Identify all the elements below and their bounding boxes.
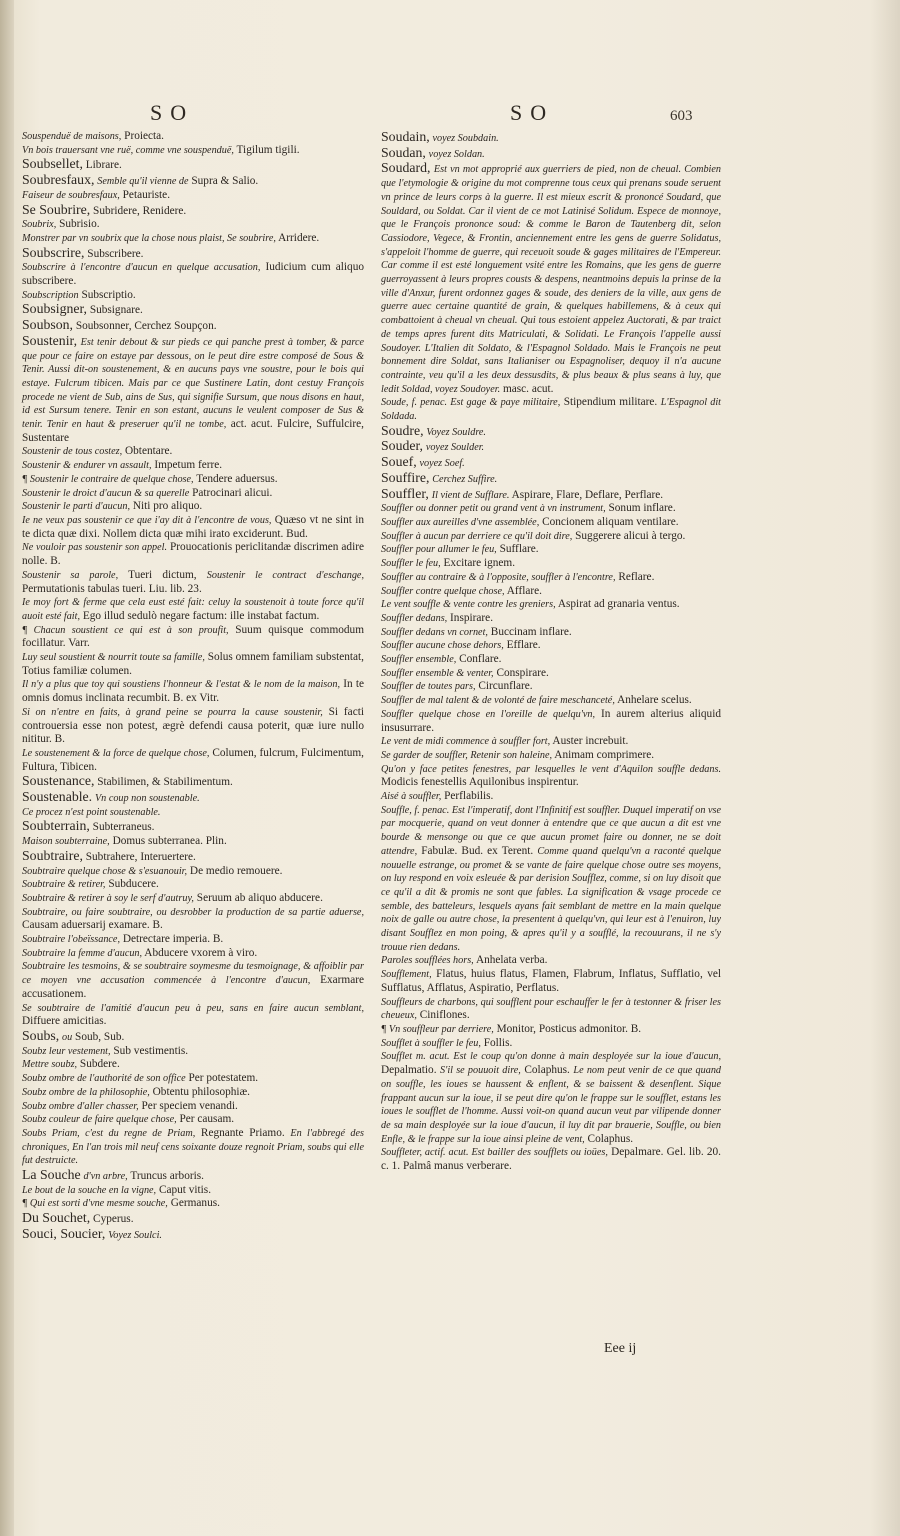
latin-text: Circunflare. xyxy=(478,680,533,693)
dictionary-entry xyxy=(22,1072,364,1086)
dictionary-entry xyxy=(381,763,721,790)
french-text: Maison soubterraine, xyxy=(22,836,110,848)
headword: Soubresfaux, xyxy=(22,172,95,188)
latin-text: Permutationis tabulas tueri. Liu. lib. 23. xyxy=(22,582,202,595)
dictionary-entry xyxy=(22,1227,364,1243)
headword: La Souche xyxy=(22,1167,81,1183)
french-text: Souffleurs de charbons, qui soufflent pour eschauffer le fer à testonner & friser les cheueux, xyxy=(381,996,721,1022)
french-text: Se soubtraire de l'amitié d'aucun peu à peu, sans en faire aucun semblant, xyxy=(22,1002,364,1014)
french-text: Souffler ensemble & venter, xyxy=(381,667,494,679)
latin-text: Si facti controuersia esse non potest, ægrè defendi causa poterit, quæ iure nullo nititur. B. xyxy=(22,705,364,746)
headword: Se Soubrire, xyxy=(22,201,91,217)
latin-text: act. acut. xyxy=(230,418,273,431)
french-text: Soubtraire la femme d'aucun, xyxy=(22,947,143,959)
headword: Souci, Soucier, xyxy=(22,1225,106,1241)
dictionary-entry xyxy=(22,1211,364,1227)
latin-text: Afflare. xyxy=(506,584,542,597)
french-text: Soustenir sa parole, xyxy=(22,569,119,581)
french-text: d'vn arbre, xyxy=(83,1171,128,1183)
french-text: Soustenir de tous costez, xyxy=(22,446,123,458)
latin-text: Sonum inflare. xyxy=(608,502,676,515)
french-text: ¶ Qui est sorti d'vne mesme souche, xyxy=(22,1198,168,1210)
latin-text: Detrectare imperia. B. xyxy=(122,933,224,946)
french-text: Se garder de souffler, Retenir son haleine, xyxy=(381,749,553,761)
running-head-right: SO xyxy=(510,100,555,125)
french-text: En l'abbregé des chroniques, En l'an trois mil neuf cens soixante douze regnoit Priam, soubs qui elle fut destruicte. xyxy=(22,1127,364,1167)
french-text: L'Espagnol dit Soldada. xyxy=(381,397,721,423)
headword: Soudan, xyxy=(381,144,426,160)
latin-text: Librare. xyxy=(85,159,122,172)
dictionary-entry xyxy=(22,261,364,288)
latin-text: Conflare. xyxy=(459,653,502,666)
french-text: Souffler au contraire & à l'opposite, souffler à l'encontre, xyxy=(381,571,616,583)
latin-text: Subridere, Renidere. xyxy=(93,204,187,217)
page-edge-shadow xyxy=(870,0,900,1536)
latin-text: masc. acut. xyxy=(502,382,554,395)
latin-text: In aurem alterius aliquid insusurrare. xyxy=(381,707,721,734)
latin-text: Causam aduersarij examare. B. xyxy=(22,919,163,932)
french-text: Qu'on y face petites fenestres, par lesquelles le vent d'Aquilon souffle dedans. xyxy=(381,763,721,775)
french-text: Souffler pour allumer le feu, xyxy=(381,544,497,556)
latin-text: Subrisio. xyxy=(59,218,100,231)
latin-text: Subsignare. xyxy=(89,304,143,317)
latin-text: Subscriptio. xyxy=(81,288,136,301)
dictionary-entry xyxy=(381,1023,721,1037)
french-text: voyez Soldan. xyxy=(428,148,485,160)
dictionary-entry xyxy=(22,747,364,774)
latin-text: Ciniflones. xyxy=(419,1009,470,1022)
french-text: Souffler quelque chose en l'oreille de quelqu'vn, xyxy=(381,708,596,720)
french-text: Soubz couleur de faire quelque chose, xyxy=(22,1114,177,1126)
dictionary-entry xyxy=(381,653,721,667)
french-text: Souspenduë de maisons, xyxy=(22,131,122,142)
latin-text: Tigilum tigili. xyxy=(236,143,300,156)
latin-text: Impetum ferre. xyxy=(154,459,223,472)
french-text: Soubs Priam, c'est du regne de Priam, xyxy=(22,1127,196,1139)
latin-text: Perflabilis. xyxy=(444,790,494,803)
latin-text: Patrocinari alicui. xyxy=(192,486,273,499)
dictionary-entry xyxy=(22,569,364,596)
latin-text: Flatus, huius flatus, Flamen, Flabrum, Inflatus, Sufflatio, vel Sufflatus, Afflatus, Aspiratio, Perflatus. xyxy=(381,968,722,994)
french-text: Souffler contre quelque chose, xyxy=(381,585,505,597)
french-text: Souffler à aucun par derriere ce qu'il doit dire, xyxy=(381,530,573,542)
latin-text: De medio remouere. xyxy=(189,864,283,877)
latin-text: Soub, Sub. xyxy=(75,1031,125,1043)
latin-text: Stipendium militare. xyxy=(563,396,658,409)
dictionary-entry xyxy=(381,1146,721,1173)
french-text: Souffle, f. penac. Est l'imperatif, dont l'Infinitif est souffler. Duquel imperatif on vse par mocquerie, quand on veut donner à entendre que ce que aucun a dit est vne bourde & mensonge ou que ce que aucun promet faire ou donner, ne se doit attendre, xyxy=(381,804,721,857)
dictionary-entry xyxy=(22,334,364,446)
dictionary-entry xyxy=(381,1037,721,1051)
dictionary-entry xyxy=(22,1184,364,1198)
dictionary-entry xyxy=(22,1029,364,1045)
latin-text: Niti pro aliquo. xyxy=(132,500,203,513)
headword: Soudard, xyxy=(381,160,431,176)
latin-text: Columen, fulcrum, Fulcimentum, Fultura, Tibicen. xyxy=(22,746,364,773)
latin-text: Ego illud sedulò negare factum: ille instabat factum. xyxy=(82,609,320,622)
headword: Soubs, xyxy=(22,1028,60,1043)
dictionary-entry xyxy=(22,1045,364,1059)
latin-text: Anhelare scelus. xyxy=(617,694,692,707)
french-text: Luy seul soustient & nourrit toute sa famille, xyxy=(22,652,205,664)
french-text: Souffler le feu, xyxy=(381,558,441,570)
dictionary-entry xyxy=(22,157,364,173)
french-text: Souffler de mal talent & de volonté de faire meschanceté, xyxy=(381,695,615,707)
dictionary-entry xyxy=(381,146,721,162)
french-text: ¶ Soustenir le contraire de quelque chose, xyxy=(22,473,194,485)
latin-text: Arridere. xyxy=(278,231,320,244)
latin-text: Diffuere amicitias. xyxy=(22,1015,107,1028)
latin-text: Fabulæ. Bud. ex Terent. xyxy=(421,844,534,857)
french-text: ¶ Vn souffleur par derriere, xyxy=(381,1024,494,1035)
dictionary-entry xyxy=(22,1002,364,1029)
latin-text: Conspirare. xyxy=(496,666,549,679)
latin-text: Colaphus. xyxy=(587,1132,634,1145)
dictionary-entry xyxy=(22,806,364,820)
dictionary-entry xyxy=(22,651,364,678)
dictionary-entry xyxy=(381,954,721,968)
french-text: Souffleter, actif. acut. Est bailler des soufflets ou ioües, xyxy=(381,1147,608,1159)
french-text: Soubtraire l'obeïssance, xyxy=(22,934,121,946)
latin-text: Solus omnem familiam substentat, Totius familiæ columen. xyxy=(22,651,365,677)
french-text: Le vent souffle & vente contre les greniers, xyxy=(381,599,556,611)
headword: Souder, xyxy=(381,438,423,454)
dictionary-entry xyxy=(22,514,364,541)
french-text: Soubtraire les tesmoins, & se soubtraire soymesme du tesmoignage, & affoiblir par ce moyen vne accusation commencée à l'encontre d'aucun, xyxy=(22,961,364,987)
latin-text: Aspirare, Flare, Deflare, Perflare. xyxy=(511,488,664,501)
french-text: Soubtraire quelque chose & s'esuanouir, xyxy=(22,865,188,877)
french-text: Est vn mot approprié aux guerriers de pied, non de cheual. Combien que l'etymologie & origine du mot comprenne tous ceux qui prenans soude seruent vn prince de leurs corps à la guerre. Il est mieux escrit & prononcé Soudard, que Souldard, ou Soldat. Car il vient de ce mot Latinisé Solidum. Espece de monnoye, que le François prononce soud: & comme le Baron de Tautenberg dit, selon Cassiodore, Vegece, & Frontin, anciennement entre les gens de guerre Solidatus, s'appeloit l'homme de guerre, qui receuoit soude & gages militaires de l'Empereur. Car comme il est esté longuement vsité entre les Romains, que les gens de guerre guerroyassent à leurs propres cousts & despens, neantmoins depuis la prinse de la ville d'Anxur, furent ordonnez gages & soude, des deniers de la ville, aux gens de guerre auec certaine quantité de grain, & quelques habillemens, & à ceux qui combattoient à cheual vn cheual. Qui tous estoient appelez Auctorati, & par traict de temps apres furent dits Matriculati, & Solidati. Le François l'appelle aussi Soudoyer. L'Italien dit Soldato, & l'Espagnol Soldado. Mais le François ne peut bonnement dire Soldat, sans Italianiser ou Espagnoliser, dequoy il n'a aucune contrainte, veu qu'il a les deux dessusdits, & plus beaux & plus seans à luy, que ledit Soldad, voyez Soudoyer. xyxy=(381,164,721,395)
french-text: Soustenir le contract d'eschange, xyxy=(206,569,365,581)
latin-text: Depalmare. Gel. lib. 20. c. 1. Palmâ manus verberare. xyxy=(381,1146,721,1173)
french-text: Vn coup non soustenable. xyxy=(94,793,200,805)
french-text: Voyez Souldre. xyxy=(426,426,486,438)
dictionary-entry xyxy=(381,439,721,455)
dictionary-entry xyxy=(381,571,721,585)
dictionary-entry xyxy=(22,819,364,835)
french-text: Soufflement, xyxy=(381,969,432,981)
french-text: Paroles soufflées hors, xyxy=(381,955,474,967)
dictionary-entry xyxy=(381,680,721,694)
dictionary-entry xyxy=(22,947,364,961)
dictionary-entry xyxy=(381,502,721,516)
dictionary-entry xyxy=(22,835,364,849)
french-text: Soubtraire & retirer, xyxy=(22,879,106,891)
latin-text: Aspirat ad granaria ventus. xyxy=(557,598,680,611)
french-text: S'il se pouuoit dire, xyxy=(440,1065,521,1077)
french-text: voyez Soef. xyxy=(419,458,465,470)
dictionary-entry xyxy=(22,445,364,459)
binding-gutter xyxy=(0,0,14,1536)
latin-text: Seruum ab aliquo abducere. xyxy=(196,891,323,904)
french-text: Semble qu'il vienne de xyxy=(97,176,189,188)
dictionary-entry xyxy=(381,130,721,146)
latin-text: Cyperus. xyxy=(93,1213,134,1226)
french-text: Le bout de la souche en la vigne, xyxy=(22,1184,157,1196)
latin-text: Sub vestimentis. xyxy=(113,1044,189,1057)
dictionary-entry xyxy=(381,790,721,804)
latin-text: Regnante Priamo. xyxy=(200,1126,285,1139)
french-text: Soubz leur vestement, xyxy=(22,1045,111,1057)
dictionary-entry xyxy=(22,500,364,514)
french-text: Souffler dedans vn cornet, xyxy=(381,626,488,638)
french-text: Ie moy fort & ferme que cela eust esté fait: celuy la soustenoit à toute force qu'il auoit esté fait, xyxy=(22,597,364,622)
french-text: Il vient de Sufflare. xyxy=(431,489,510,501)
dictionary-entry xyxy=(381,161,721,396)
signature-mark: Eee ij xyxy=(604,1341,637,1356)
latin-text: Concionem aliquam ventilare. xyxy=(542,515,679,528)
headword: Soubscrire, xyxy=(22,244,85,260)
dictionary-entry xyxy=(381,749,721,763)
french-text: voyez Soubdain. xyxy=(432,133,499,144)
french-text: Ie ne veux pas soustenir ce que i'ay dit à l'encontre de vous, xyxy=(22,514,272,526)
latin-text: Caput vitis. xyxy=(158,1183,212,1196)
dictionary-entry xyxy=(22,218,364,232)
dictionary-entry xyxy=(381,543,721,557)
headword: Soubsellet, xyxy=(22,156,83,172)
dictionary-entry xyxy=(381,1050,721,1146)
dictionary-entry xyxy=(381,598,721,612)
latin-text: Stabilimen, & Stabilimentum. xyxy=(97,776,233,789)
french-text: Soubtraire, ou faire soubtraire, ou desrobber la production de sa partie aduerse, xyxy=(22,906,364,918)
french-text: Soubscription xyxy=(22,289,79,301)
latin-text: Modicis fenestellis Aquilonibus inspirentur. xyxy=(381,776,579,789)
dictionary-entry xyxy=(22,302,364,318)
dictionary-entry xyxy=(22,1086,364,1100)
dictionary-entry xyxy=(381,557,721,571)
running-head-left: SO xyxy=(150,100,195,125)
french-text: Ce procez n'est point soustenable. xyxy=(22,806,161,818)
dictionary-entry xyxy=(22,459,364,473)
dictionary-entry xyxy=(381,487,721,503)
dictionary-entry xyxy=(22,246,364,262)
latin-text: Abducere vxorem à viro. xyxy=(144,946,258,959)
latin-text: Subducere. xyxy=(108,878,159,891)
dictionary-entry xyxy=(22,790,364,806)
french-text: Souffler ensemble, xyxy=(381,654,457,666)
dictionary-entry xyxy=(22,774,364,790)
dictionary-entry xyxy=(22,541,364,568)
dictionary-entry xyxy=(381,585,721,599)
dictionary-entry xyxy=(22,933,364,947)
dictionary-entry xyxy=(381,424,721,440)
latin-text: Subterraneus. xyxy=(92,821,155,834)
french-text: Soustenir le droict d'aucun & sa querelle xyxy=(22,487,190,499)
latin-text: Tendere aduersus. xyxy=(196,472,278,485)
latin-text: Tueri dictum, xyxy=(128,568,197,581)
french-text: Le soustenement & la force de quelque chose, xyxy=(22,747,210,759)
french-text: Soubz ombre de la philosophie, xyxy=(22,1086,150,1098)
latin-text: Subtrahere, Interuertere. xyxy=(85,850,196,863)
french-text: Soubrix, xyxy=(22,219,57,231)
french-text: Faiseur de soubresfaux, xyxy=(22,189,120,201)
dictionary-entry xyxy=(22,1127,364,1168)
dictionary-entry xyxy=(22,318,364,334)
latin-text: Follis. xyxy=(483,1036,513,1049)
latin-text: Quæso vt ne sint in te dicta quæ dixi. Nollem dicta quæ mihi irato exciderunt. Bud. xyxy=(22,513,364,540)
latin-text: Per causam. xyxy=(179,1113,235,1126)
dictionary-entry xyxy=(381,455,721,471)
latin-text: Auster increbuit. xyxy=(552,735,629,748)
headword: Du Souchet, xyxy=(22,1210,91,1226)
french-text: Soustenir & endurer vn assault, xyxy=(22,460,152,472)
french-text: ¶ Chacun soustient ce qui est à son proufit, xyxy=(22,624,229,636)
latin-text: Sufflare. xyxy=(499,543,539,556)
dictionary-entry xyxy=(381,626,721,640)
dictionary-entry xyxy=(22,232,364,246)
french-text: Vn bois trauersant vne ruë, comme vne souspenduë, xyxy=(22,144,234,156)
dictionary-entry xyxy=(381,612,721,626)
dictionary-entry xyxy=(22,865,364,879)
french-text: Souffler dedans, xyxy=(381,612,448,624)
headword: Soudre, xyxy=(381,422,424,438)
latin-text: Exarmare accusationem. xyxy=(22,974,365,1000)
headword: Souef, xyxy=(381,454,417,470)
dictionary-entry xyxy=(381,694,721,708)
dictionary-entry xyxy=(22,203,364,219)
french-text: Aisé à souffler, xyxy=(381,791,442,803)
latin-text: Soubsonner, Cerchez Soupçon. xyxy=(75,320,217,333)
dictionary-entry xyxy=(22,487,364,501)
headword: Soubson, xyxy=(22,317,73,333)
french-text: Soubz ombre de l'authorité de son office xyxy=(22,1073,186,1085)
latin-text: Petauriste. xyxy=(122,188,171,201)
latin-text: Subscribere. xyxy=(87,247,144,260)
dictionary-entry xyxy=(381,968,721,995)
french-text: Souffler ou donner petit ou grand vent à vn instrument, xyxy=(381,503,606,515)
french-text: Est tenir debout & sur pieds ce qui panche prest à tomber, & parce que pour ce faire on estaye par dessous, on le peut dire estre composé de Sous & Tenir. Aussi dit-on soustenement, & en aucuns pays vne soustre, pour le bois qui estaye. Fulcrum tibicen. Mais par ce que Sustinere Latin, dont cestuy François procede ne vient de Sub, ains de Sus, qui signifie Sursum, que nous disons en haut, id est Sursum tenere. Tenir en son estant, aucuns le veulent composer de Sus & tenir. Tenir en haut & preseruer qu'il ne tombe, xyxy=(22,336,365,431)
latin-text: Subdere. xyxy=(79,1058,120,1071)
latin-text: Monitor, Posticus admonitor. B. xyxy=(496,1023,642,1035)
latin-text: Reflare. xyxy=(618,570,655,583)
latin-text: Domus subterranea. Plin. xyxy=(112,835,227,848)
french-text: Souffler de toutes pars, xyxy=(381,681,476,693)
latin-text: Suum quisque commodum focillatur. Varr. xyxy=(22,623,364,650)
latin-text: Per potestatem. xyxy=(188,1072,259,1085)
dictionary-entry xyxy=(22,289,364,303)
headword: Souffire, xyxy=(381,469,430,485)
dictionary-entry xyxy=(22,1100,364,1114)
latin-text: In te omnis domus inclinata recumbit. B. ex Vitr. xyxy=(22,678,365,705)
headword: Soustenance, xyxy=(22,773,95,789)
dictionary-entry xyxy=(22,878,364,892)
latin-text: Depalmatio. xyxy=(381,1064,437,1077)
right-column xyxy=(381,130,721,1174)
headword: Soustenable. xyxy=(22,789,93,805)
dictionary-entry xyxy=(22,189,364,203)
latin-text: Truncus arboris. xyxy=(130,1170,204,1183)
french-text: Soubtraire & retirer à soy le serf d'autruy, xyxy=(22,892,194,904)
headword: Soubsigner, xyxy=(22,301,87,317)
dictionary-entry xyxy=(381,996,721,1023)
dictionary-entry xyxy=(22,906,364,933)
french-text: voyez Soulder. xyxy=(425,442,485,454)
dictionary-entry xyxy=(22,1168,364,1184)
dictionary-entry xyxy=(22,960,364,1001)
french-text: Si on n'entre en faits, à grand peine se pourra la cause soustenir, xyxy=(22,706,323,718)
french-text: Le vent de midi commence à souffler fort, xyxy=(381,736,551,748)
left-column xyxy=(22,130,364,1243)
french-text: Cerchez Suffire. xyxy=(432,473,498,485)
dictionary-entry xyxy=(22,144,364,158)
page-number: 603 xyxy=(670,108,693,124)
latin-text: Animam comprimere. xyxy=(554,748,655,761)
dictionary-entry xyxy=(381,667,721,681)
dictionary-entry xyxy=(381,396,721,423)
dictionary-entry xyxy=(22,678,364,705)
latin-text: Supra & Salio. xyxy=(191,175,259,188)
latin-text: Per speciem venandi. xyxy=(141,1099,238,1112)
headword: Soudain, xyxy=(381,129,430,144)
dictionary-entry xyxy=(381,735,721,749)
french-text: Comme quand quelqu'vn a raconté quelque nouuelle estrange, ou promet & se vante de faire quelque chose outre ses moyens, on luy respond en voix esleuée & par derision Soufflez, comme, si on luy disoit que ce qu'il a dit & promis ne sont que fables. La signification & vsage procede ce semble, des batteleurs, lesquels ayans fait semblant de mettre en la main quelque noix de galle ou autre chose, la presentent à quelqu'vn, qui leur est à l'enuiron, luy disant Soufflez en mon poing, & apres qu'il y a soufflé, la recouurans, il ne s'y trouue rien dedans. xyxy=(381,845,722,953)
french-text: Soubz ombre d'aller chasser, xyxy=(22,1100,139,1112)
latin-text: Obtentare. xyxy=(125,445,173,458)
dictionary-entry xyxy=(22,849,364,865)
latin-text: Inspirare. xyxy=(450,611,494,624)
headword: Soubtraire, xyxy=(22,847,83,863)
french-text: Voyez Soulci. xyxy=(108,1229,162,1241)
latin-text: Anhelata verba. xyxy=(475,954,548,967)
latin-text: Buccinam inflare. xyxy=(490,625,572,638)
dictionary-entry xyxy=(381,516,721,530)
dictionary-entry xyxy=(381,530,721,544)
french-text: Soufflet m. acut. Est le coup qu'on donne à main desployée sur la ioue d'aucun, xyxy=(381,1051,721,1063)
dictionary-entry xyxy=(381,471,721,487)
latin-text: Proiecta. xyxy=(124,130,164,142)
headword: Soubterrain, xyxy=(22,818,90,834)
dictionary-entry xyxy=(22,706,364,747)
dictionary-entry xyxy=(22,1113,364,1127)
french-text: Ne vouloir pas soustenir son appel. xyxy=(22,542,168,554)
dictionary-entry xyxy=(22,596,364,623)
french-text: Souffler aucune chose dehors, xyxy=(381,640,504,652)
dictionary-entry xyxy=(22,1197,364,1211)
latin-text: Iudicium cum aliquo subscribere. xyxy=(22,261,364,288)
french-text: Monstrer par vn soubrix que la chose nous plaist, Se soubrire, xyxy=(22,232,276,244)
french-text: Soufflet à souffler le feu, xyxy=(381,1037,481,1049)
dictionary-entry xyxy=(22,173,364,189)
dictionary-entry xyxy=(381,639,721,653)
french-text: Mettre soubz, xyxy=(22,1059,78,1071)
latin-text: Obtentu philosophiæ. xyxy=(152,1085,250,1098)
latin-text: Excitare ignem. xyxy=(443,557,516,570)
dictionary-entry xyxy=(22,130,364,144)
french-text: Soude, f. penac. Est gage & paye militaire, xyxy=(381,397,561,409)
dictionary-entry xyxy=(22,473,364,487)
dictionary-entry xyxy=(381,804,721,955)
dictionary-entry xyxy=(22,624,364,651)
latin-text: Fulcire, Suffulcire, Sustentare xyxy=(22,418,364,444)
latin-text: Suggerere alicui à tergo. xyxy=(575,529,686,542)
french-text: Il n'y a plus que toy qui soustiens l'honneur & l'estat & le nom de la maison, xyxy=(22,679,341,691)
latin-text: Prouocationis periclitandæ discrimen adire nolle. B. xyxy=(22,541,364,568)
latin-text: Efflare. xyxy=(506,639,541,652)
french-text: Souffler aux aureilles d'vne assemblée, xyxy=(381,516,540,528)
french-text: Soubscrire à l'encontre d'aucun en quelque accusation, xyxy=(22,262,261,274)
french-text: Soustenir le parti d'aucun, xyxy=(22,501,131,513)
french-text: Le nom peut venir de ce que quand on souffle, les ioues se haussent & enflent, & se baissent & desenflent. Sique frappant aucun sur la ioue, il se peut dire qu'on le frappe sur le soufflet, estans les ioues le soufflet de l'homme. Aussi voit-on quand aucun veut par vilipende donner de sa main desployée sur la ioue d'aucun, il luy dit par brauerie, Souffle, ou bien Enfle, & le frappe sur la ioue ainsi pleine de vent, xyxy=(381,1065,722,1145)
french-text: ou xyxy=(62,1032,73,1043)
headword: Souffler, xyxy=(381,485,429,501)
latin-text: Colaphus. xyxy=(524,1064,570,1077)
dictionary-entry xyxy=(22,892,364,906)
latin-text: Germanus. xyxy=(170,1197,220,1210)
headword: Soustenir, xyxy=(22,332,78,348)
dictionary-entry xyxy=(22,1058,364,1072)
dictionary-entry xyxy=(381,708,721,735)
